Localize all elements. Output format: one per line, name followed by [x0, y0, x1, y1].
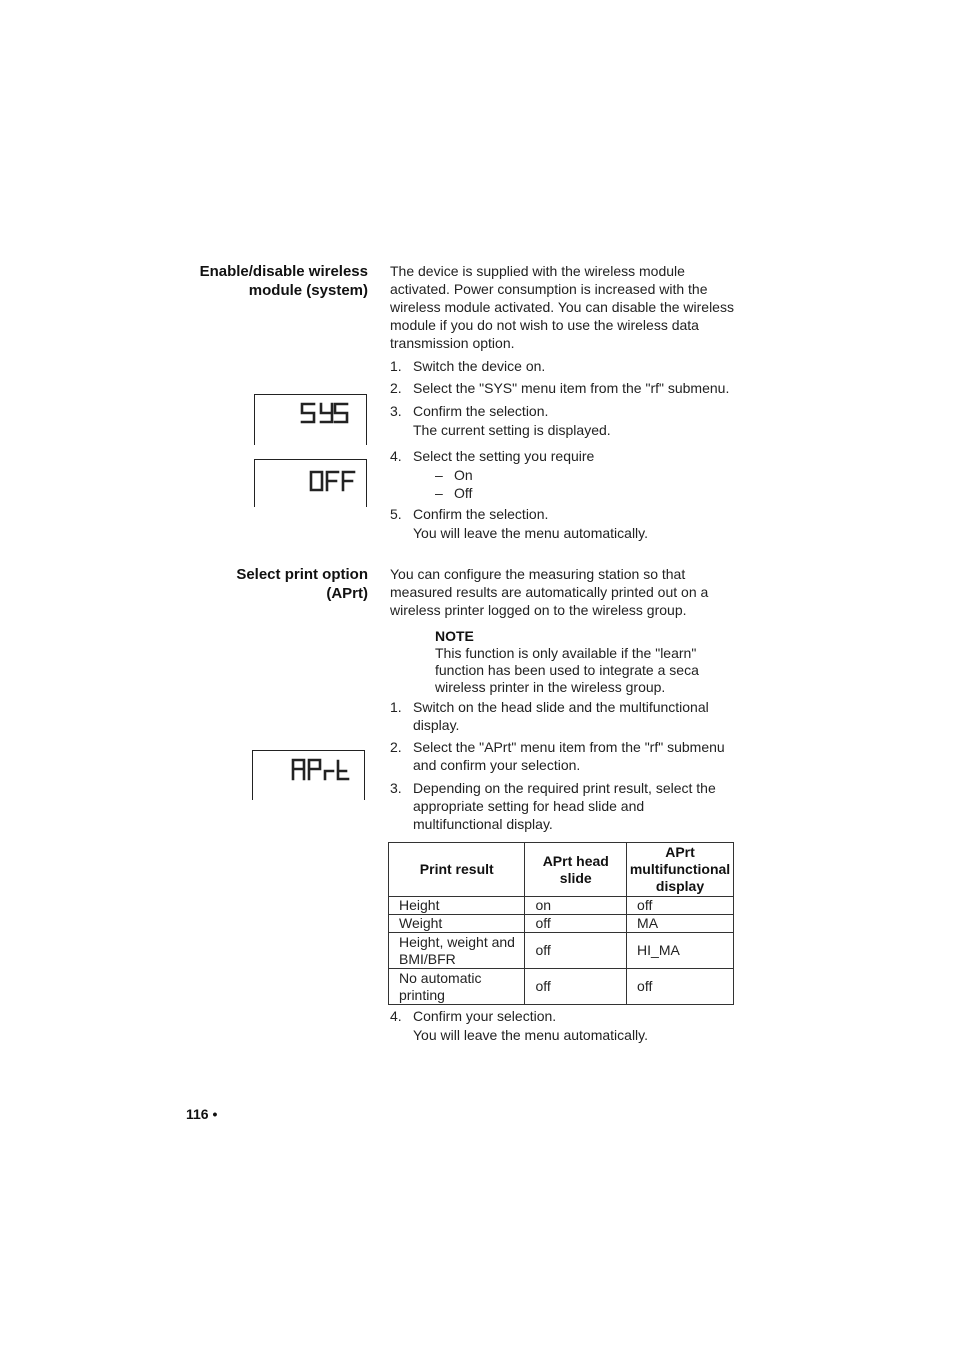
page-number: 116 •	[186, 1106, 218, 1122]
heading-line-1: Enable/disable wireless	[199, 263, 368, 280]
lcd-display-aprt	[252, 750, 365, 800]
lcd-display-sys	[254, 394, 367, 445]
note-box	[435, 628, 735, 696]
print-options-table	[388, 842, 734, 1005]
heading-line-2: module (system)	[248, 282, 368, 299]
section-heading-print	[148, 565, 368, 603]
lcd-display-off	[254, 459, 367, 507]
lcd-off-glyphs	[255, 460, 368, 508]
table-header-row	[389, 843, 734, 897]
table-row: Height on off	[389, 897, 734, 915]
lcd-aprt-glyphs	[253, 751, 366, 801]
print-intro: You can configure the measuring station so that measured results are automatically printed out on a wireless printer logged on to the wireless group.	[390, 566, 709, 618]
heading-line-1: Select print option	[236, 566, 368, 583]
lcd-sys-glyphs	[255, 395, 368, 446]
wireless-intro: The device is supplied with the wireless module activated. Power consumption is increased with the wireless module activated. You can disable the wireless module if you do not wish to use the wireless data transmission option.	[390, 263, 734, 351]
header-head-slide: APrt head slide	[525, 843, 627, 897]
heading-line-2: (APrt)	[326, 585, 368, 602]
note-label: NOTE	[435, 628, 474, 644]
table-row: Height, weight and BMI/BFR off HI_MA	[389, 933, 734, 969]
table-row: No automatic printing off off	[389, 969, 734, 1005]
table-row: Weight off MA	[389, 915, 734, 933]
header-print-result: Print result	[389, 843, 525, 897]
section-heading-wireless	[148, 262, 368, 300]
header-multifunctional: APrt multifunctional display	[627, 843, 734, 897]
note-text: This function is only available if the "learn" function has been used to integrate a seca wireless printer in the wireless group.	[435, 645, 699, 695]
